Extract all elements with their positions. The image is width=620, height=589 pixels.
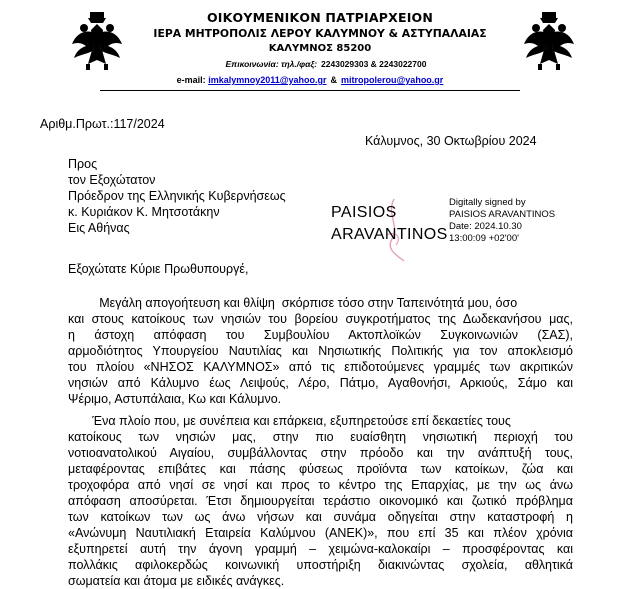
paragraph-line: των κατοίκων των ως άνω νήσων και συνάμα οδηγείται στην καταστροφή η [68,510,573,524]
paragraph-line: Ένα πλοίο που, με συνέπεια και επάρκεια, εξυπηρετούσε επί δεκαετίες τους [68,414,511,428]
paragraph-line: κατοίκους των νησιών μας, στην πιο ευαίσθητη νησιωτική περιοχή του [68,430,573,444]
paragraph-line: απόφαση αποσύρεται. Έτσι δημιουργείται τεράστιο οικονομικό και ζωτικό πρόβλημα [68,494,573,508]
letterhead-divider [100,90,520,91]
recipient-line: τον Εξοχώτατον [68,173,156,187]
paragraph-line: η άστοχη απόφαση του Συμβουλίου Ακτοπλοϊκών Συγκοινωνιών (ΣΑΣ), [68,328,573,342]
paragraph-line: νοτιοανατολικού Αιγαίου, συμβάλλοντας στην πρόοδο και την ανάπτυξή τους, [68,446,573,460]
city-postcode: ΚΑΛΥΜΝΟΣ 85200 [268,43,372,54]
email-label: e-mail: [176,75,206,85]
protocol-number: Αριθμ.Πρωτ.:117/2024 [40,117,165,131]
metropolis-title: ΙΕΡΑ ΜΗΤΡΟΠΟΛΙΣ ΛΕΡΟΥ ΚΑΛΥΜΝΟΥ & ΑΣΤΥΠΑΛΑΙΑΣ [153,27,487,40]
paragraph-line: αρμοδιότητος Υπουργείου Ναυτιλίας και Νησιωτικής Πολιτικής για τον αποκλεισμό [68,344,573,358]
paragraph-line: «Ανώνυμη Ναυτιλιακή Εταιρεία Καλύμνου (ΑΝΕΚ)», που επί 35 και πλέον χρόνια [68,526,573,540]
patriarchate-title: ΟΙΚΟΥΜΕΝΙΚΟΝ ΠΑΤΡΙΑΡΧΕΙΟΝ [206,10,434,25]
paragraph-line: Μεγάλη απογοήτευση και θλίψη σκόρπισε τόσο στην Ταπεινότητά μου, όσο [68,296,518,310]
recipient-line: Προς [68,157,98,171]
paragraph-line: Ψέριμο, Αστυπάλαια, Κω και Κάλυμνο. [68,392,282,406]
place-date: Κάλυμνος, 30 Οκτωβρίου 2024 [365,134,537,148]
paragraph-line: του πλοίου «ΝΗΣΟΣ ΚΑΛΥΜΝΟΣ» από τις επιδοτούμενες γραμμές των ακριτικών [68,360,573,374]
paragraph-line: νησιών από Κάλυμνο έως Λειψούς, Λέρο, Πάτμο, Αγαθονήσι, Αρκιούς, Σάμο και [68,376,573,390]
email-separator: & [330,75,338,85]
body-paragraph-2 [68,413,573,589]
salutation: Εξοχώτατε Κύριε Πρωθυπουργέ, [68,262,249,276]
body-paragraph-1 [68,295,573,407]
contact-phones [130,59,522,69]
signature-info-line: PAISIOS ARAVANTINOS [449,209,556,220]
phone-numbers: 2243029303 & 2243022700 [321,59,427,69]
signature-info-line: Digitally signed by [449,197,526,208]
contact-emails [100,75,520,85]
phone-label: Επικοινωνία: τηλ./φαξ: [225,59,318,69]
recipient-line: Πρόεδρον της Ελληνικής Κυβερνήσεως [68,189,286,203]
paragraph-line: και στους κατοίκους των νησιών του βορείου συγκροτήματος της Δωδεκανήσου μας, [68,312,573,326]
signature-info-line: 13:00:09 +02'00' [449,233,519,244]
paragraph-line: πολλάκις αφιλοκερδώς κοινωνική υποστήριξη διακινώντας σχολεία, αθλητικά [68,558,573,572]
email-link-1[interactable]: imkalymnoy2011@yahoo.gr [208,75,327,85]
paragraph-line: εξυπηρετεί αυτή την άγονη γραμμή – χειμώνα-καλοκαίρι – προσφέροντας και [68,542,573,556]
signature-info-line: Date: 2024.10.30 [449,221,522,232]
signer-name-line1: PAISIOS [331,204,397,221]
email-link-2[interactable]: mitropolerou@yahoo.gr [341,75,444,85]
paragraph-line: τροχοφόρα από νησί σε νησί και προς το κέντρο της Επαρχίας, με την ως άνω [68,478,573,492]
recipient-line: Εις Αθήνας [68,221,130,235]
signer-name-line2: ARAVANTINOS [331,226,448,243]
double-headed-eagle-emblem-right [522,10,576,72]
recipient-line: κ. Κυριάκον Κ. Μητσοτάκην [68,205,220,219]
paragraph-line: σωματεία και άτομα με ειδικές ανάγκες. [68,574,285,588]
paragraph-line: μεταφέροντας επιβάτες και πάσης φύσεως προϊόντα των κατοίκων, ζώα και [68,462,573,476]
double-headed-eagle-emblem-left [70,10,124,72]
